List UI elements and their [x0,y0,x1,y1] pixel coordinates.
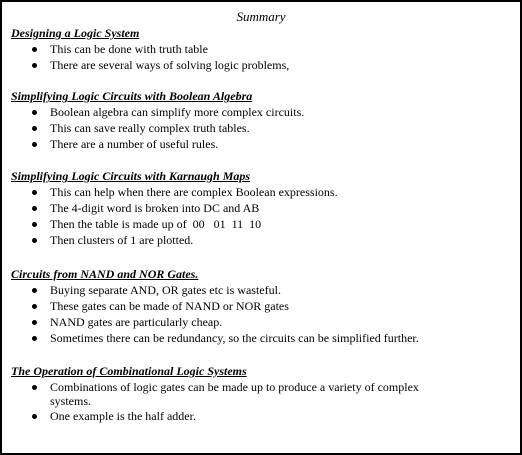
list-item [11,408,511,424]
bullet-icon [32,238,37,243]
bullet-text: Then the table is made up of 00 01 11 10 [50,217,262,231]
bullet-list [11,282,511,346]
bullet-list [11,184,511,248]
summary-title: Summary [236,9,286,24]
bullet-list [11,104,511,152]
bullet-text: NAND gates are particularly cheap. [50,315,223,329]
bullet-text: These gates can be made of NAND or NOR gates [50,299,289,313]
list-item [11,41,511,57]
list-item [11,104,511,120]
bullet-icon [32,126,37,131]
bullet-text: Combinations of logic gates can be made up to produce a variety of complex systems. [50,380,419,408]
bullet-icon [32,222,37,227]
section-heading: Simplifying Logic Circuits with Boolean Algebra [11,89,253,103]
bullet-list [11,41,511,73]
bullet-icon [32,47,37,52]
bullet-text: Buying separate AND, OR gates etc is wasteful. [50,283,281,297]
bullet-list [11,379,511,424]
bullet-text: Boolean algebra can simplify more complex circuits. [50,105,305,119]
list-item [11,314,511,330]
section-designing-logic-system [11,26,511,73]
bullet-text: This can be done with truth table [50,42,208,56]
section-nand-nor-gates [11,267,511,346]
section-heading: Simplifying Logic Circuits with Karnaugh Maps [11,169,251,183]
section-boolean-algebra [11,89,511,152]
bullet-text: This can save really complex truth tables. [50,121,250,135]
bullet-icon [32,320,37,325]
section-heading: Designing a Logic System [11,26,140,40]
bullet-icon [32,206,37,211]
bullet-icon [32,142,37,147]
section-heading: The Operation of Combinational Logic Systems [11,364,247,378]
list-item [11,57,511,73]
bullet-icon [32,190,37,195]
bullet-icon [32,414,37,419]
section-combinational-logic [11,364,511,424]
section-karnaugh-maps [11,169,511,248]
bullet-text: There are several ways of solving logic problems, [50,58,290,72]
bullet-icon [32,385,37,390]
bullet-icon [32,288,37,293]
list-item [11,136,511,152]
bullet-text: One example is the half adder. [50,409,196,423]
bullet-icon [32,63,37,68]
bullet-text: Then clusters of 1 are plotted. [50,233,194,247]
list-item [11,282,511,298]
bullet-icon [32,304,37,309]
list-item [11,216,511,232]
bullet-icon [32,336,37,341]
list-item [11,200,511,216]
section-heading: Circuits from NAND and NOR Gates. [11,267,199,281]
list-item [11,232,511,248]
bullet-text: The 4-digit word is broken into DC and AB [50,201,260,215]
bullet-text: This can help when there are complex Boolean expressions. [50,185,338,199]
list-item [11,298,511,314]
list-item [11,330,511,346]
bullet-text: Sometimes there can be redundancy, so the circuits can be simplified further. [50,331,419,345]
list-item [11,379,511,408]
bullet-text: There are a number of useful rules. [50,137,219,151]
list-item [11,184,511,200]
list-item [11,120,511,136]
bullet-icon [32,110,37,115]
